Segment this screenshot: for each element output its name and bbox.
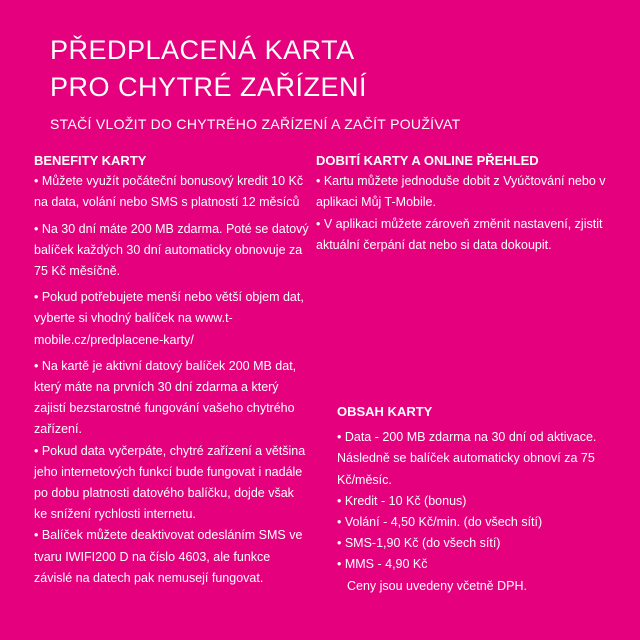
benefit-active-package: • Na kartě je aktivní datový balíček 200 MB dat, který máte na prvních 30 dní zdarma a který zajistí bezstarostné fungování vašeho chytrého zařízení. (34, 358, 297, 437)
benefits-heading: BENEFITY KARTY (34, 153, 147, 168)
title-line-2: PRO CHYTRÉ ZAŘÍZENÍ (50, 72, 368, 102)
benefit-data-exhausted: • Pokud data vyčerpáte, chytré zařízení a většina jeho internetových funkcí bude fungovat i nadále po dobu platnosti datového balíčku, dojde však ke snížení rychlosti internetu. (34, 443, 306, 522)
contents-data: • Data - 200 MB zdarma na 30 dní od aktivace. Následně se balíček automaticky obnoví za 75 Kč/měsíc. (337, 430, 597, 487)
card-contents-section (337, 401, 617, 597)
subtitle: STAČÍ VLOŽIT DO CHYTRÉHO ZAŘÍZENÍ A ZAČÍT POUŽÍVAT (50, 116, 461, 132)
topup-section (316, 150, 616, 256)
topup-heading: DOBITÍ KARTY A ONLINE PŘEHLED (316, 153, 539, 168)
benefit-package-link: • Pokud potřebujete menší nebo větší objem dat, vyberte si vhodný balíček na www.t-mobile.cz/predplacene-karty/ (34, 290, 304, 347)
contents-vat-note: Ceny jsou uvedeny včetně DPH. (347, 578, 527, 593)
title-line-1: PŘEDPLACENÁ KARTA (50, 35, 355, 65)
topup-recharge: • Kartu můžete jednoduše dobit z Vyúčtování nebo v aplikaci Můj T-Mobile. (316, 174, 606, 210)
benefit-bonus-credit: • Můžete využít počáteční bonusový kredit 10 Kč na data, volání nebo SMS s platností 12 měsíců (34, 174, 304, 210)
page-title (50, 32, 367, 106)
contents-calls: • Volání - 4,50 Kč/min. (do všech sítí) (337, 515, 543, 530)
benefit-free-data: • Na 30 dní máte 200 MB zdarma. Poté se datový balíček každých 30 dní automaticky obnovuje za 75 Kč měsíčně. (34, 221, 309, 279)
contents-heading: OBSAH KARTY (337, 404, 433, 419)
benefit-deactivate: • Balíček můžete deaktivovat odesláním SMS ve tvaru IWIFI200 D na číslo 4603, ale funkce závislé na datech pak nemusejí fungovat. (34, 528, 303, 585)
contents-credit: • Kredit - 10 Kč (bonus) (337, 493, 467, 508)
contents-sms: • SMS-1,90 Kč (do všech sítí) (337, 536, 501, 551)
topup-app: • V aplikaci můžete zároveň změnit nastavení, zjistit aktuální čerpání dat nebo si data dokoupit. (316, 216, 603, 252)
contents-mms: • MMS - 4,90 Kč (337, 557, 428, 572)
benefits-section (34, 150, 309, 589)
